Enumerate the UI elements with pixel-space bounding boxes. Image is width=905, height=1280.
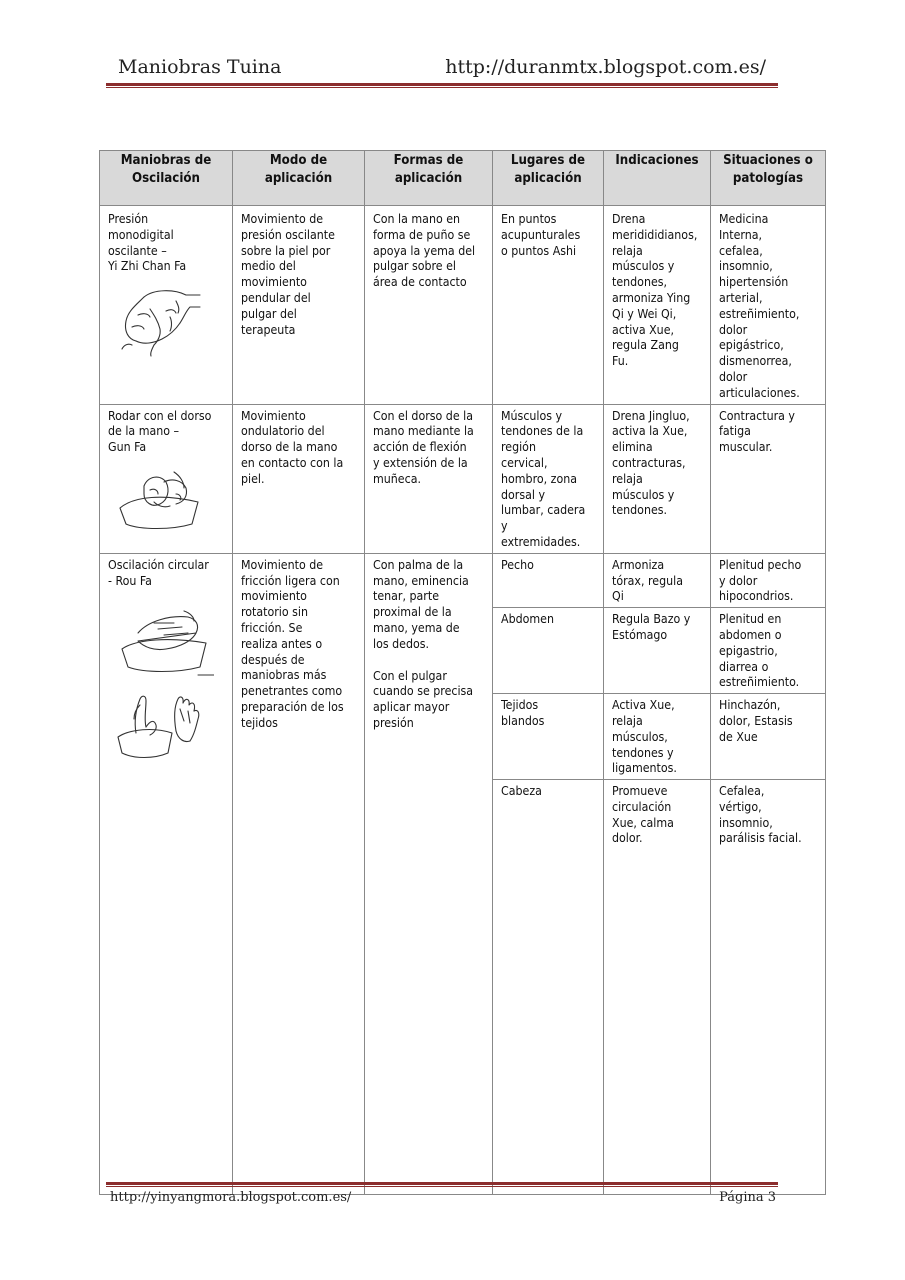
cell-indicaciones: Promueve circulación Xue, calma dolor. xyxy=(604,780,711,1195)
col-header-situaciones: Situaciones o patologías xyxy=(711,151,826,206)
cell-situaciones: Contractura y fatiga muscular. xyxy=(711,404,826,553)
cell-lugares: Tejidos blandos xyxy=(493,694,604,780)
cell-indicaciones: Drena meridididianos, relaja músculos y tendones, armoniza Ying Qi y Wei Qi, activa Xue, regula Zang Fu. xyxy=(604,206,711,405)
cell-formas: Con el dorso de la mano mediante la acción de flexión y extensión de la muñeca. xyxy=(365,404,493,553)
cell-situaciones: Medicina Interna, cefalea, insomnio, hipertensión arterial, estreñimiento, dolor epigástrico, dismenorrea, dolor articulaciones. xyxy=(711,206,826,405)
cell-maniobra: Oscilación circular - Rou Fa xyxy=(100,553,233,1194)
cell-lugares: Músculos y tendones de la región cervical, hombro, zona dorsal y lumbar, cadera y extremidades. xyxy=(493,404,604,553)
cell-maniobra: Presión monodigital oscilante – Yi Zhi Chan Fa xyxy=(100,206,233,405)
table-row xyxy=(100,206,826,405)
cell-indicaciones: Drena Jingluo, activa la Xue, elimina contracturas, relaja músculos y tendones. xyxy=(604,404,711,553)
cell-formas: Con palma de la mano, eminencia tenar, parte proximal de la mano, yema de los dedos. Con el pulgar cuando se precisa aplicar mayor presión xyxy=(365,553,493,1194)
footer-url[interactable]: http://yinyangmora.blogspot.com.es/ xyxy=(110,1190,352,1205)
cell-situaciones: Plenitud pecho y dolor hipocondrios. xyxy=(711,553,826,607)
table-header-row xyxy=(100,151,826,206)
col-header-indicaciones: Indicaciones xyxy=(604,151,711,206)
palm-circular-illustration xyxy=(114,603,214,683)
header-title: Maniobras Tuina xyxy=(118,56,282,78)
thumb-press-illustration xyxy=(114,287,204,359)
cell-lugares: Abdomen xyxy=(493,608,604,694)
footer-rule xyxy=(106,1182,778,1187)
cell-formas: Con la mano en forma de puño se apoya la yema del pulgar sobre el área de contacto xyxy=(365,206,493,405)
cell-maniobra: Rodar con el dorso de la mano – Gun Fa xyxy=(100,404,233,553)
col-header-formas: Formas de aplicación xyxy=(365,151,493,206)
paragraph-gap xyxy=(373,653,485,669)
table-row xyxy=(100,404,826,553)
cell-lugares: Cabeza xyxy=(493,780,604,1195)
cell-indicaciones: Activa Xue, relaja músculos, tendones y ligamentos. xyxy=(604,694,711,780)
cell-situaciones: Cefalea, vértigo, insomnio, parálisis facial. xyxy=(711,780,826,1195)
col-header-lugares: Lugares de aplicación xyxy=(493,151,604,206)
col-header-maniobras: Maniobras de Oscilación xyxy=(100,151,233,206)
cell-indicaciones: Armoniza tórax, regula Qi xyxy=(604,553,711,607)
page-header xyxy=(118,56,778,82)
rolling-hand-illustration xyxy=(114,468,206,532)
table-row xyxy=(100,553,826,607)
cell-modo: Movimiento de fricción ligera con movimiento rotatorio sin fricción. Se realiza antes o después de maniobras más penetrantes como preparación de los tejidos xyxy=(233,553,365,1194)
page-footer xyxy=(110,1190,776,1210)
page-number: Página 3 xyxy=(719,1190,776,1205)
header-url[interactable]: http://duranmtx.blogspot.com.es/ xyxy=(445,56,766,78)
fingertip-circular-illustration xyxy=(114,691,214,763)
maniobras-table xyxy=(99,150,826,1195)
cell-situaciones: Plenitud en abdomen o epigastrio, diarrea o estreñimiento. xyxy=(711,608,826,694)
cell-modo: Movimiento de presión oscilante sobre la piel por medio del movimiento pendular del pulgar del terapeuta xyxy=(233,206,365,405)
header-rule xyxy=(106,83,778,88)
cell-lugares: Pecho xyxy=(493,553,604,607)
cell-modo: Movimiento ondulatorio del dorso de la mano en contacto con la piel. xyxy=(233,404,365,553)
col-header-modo: Modo de aplicación xyxy=(233,151,365,206)
cell-lugares: En puntos acupunturales o puntos Ashi xyxy=(493,206,604,405)
cell-indicaciones: Regula Bazo y Estómago xyxy=(604,608,711,694)
cell-situaciones: Hinchazón, dolor, Estasis de Xue xyxy=(711,694,826,780)
